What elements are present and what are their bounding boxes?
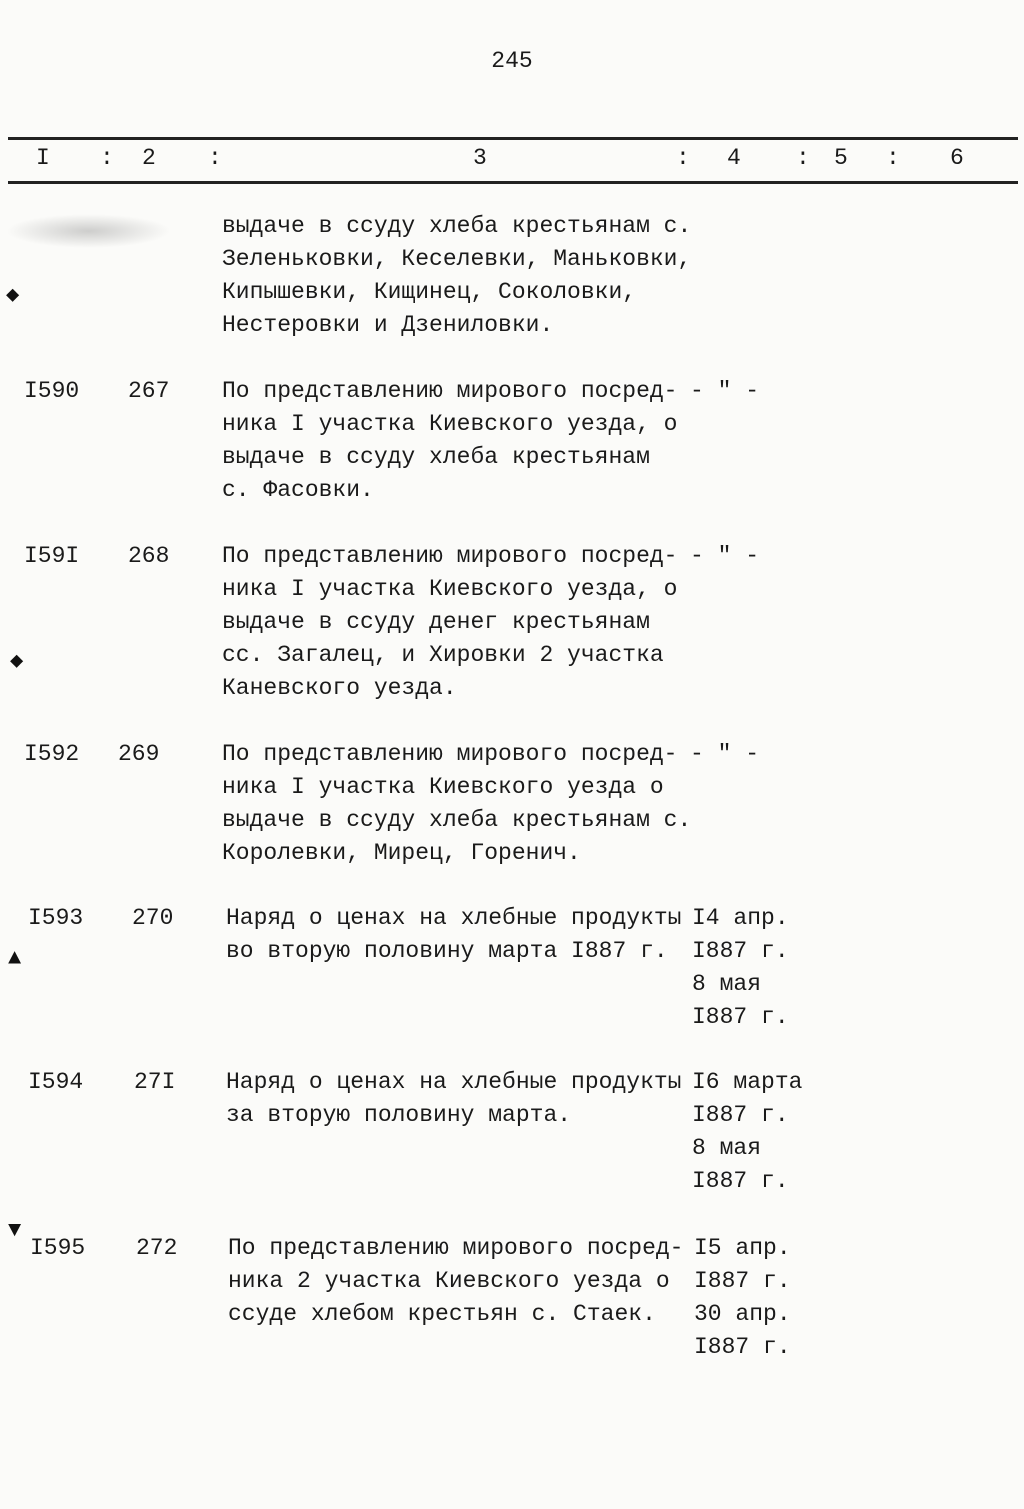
item-number: I594: [28, 1069, 84, 1095]
date-line: 8 мая: [692, 1135, 762, 1161]
sheet-number: 272: [136, 1235, 178, 1261]
sheet-number: 270: [132, 905, 174, 931]
description-line: с. Фасовки.: [222, 477, 374, 503]
header-col-6: 6: [950, 145, 964, 171]
description-cell: [228, 1232, 698, 1331]
date-line: I887 г.: [692, 1004, 789, 1030]
date-line: 8 мая: [692, 971, 762, 997]
description-line: ника I участка Киевского уезда, о: [222, 576, 678, 602]
ditto-mark: - " -: [690, 378, 760, 404]
description-line: ссуде хлебом крестьян с. Стаек.: [228, 1301, 656, 1327]
description-cell: [226, 1066, 696, 1132]
sheet-number: 268: [128, 543, 170, 569]
description-line: По представлению мирового посред-: [228, 1235, 684, 1261]
item-number: I59I: [24, 543, 80, 569]
header-bottom-rule: [8, 181, 1018, 184]
date-line: I887 г.: [692, 1168, 789, 1194]
description-cell: [226, 902, 696, 968]
description-line: выдаче в ссуду хлеба крестьянам с.: [222, 807, 692, 833]
item-number: I590: [24, 378, 80, 404]
header-col-3: 3: [473, 145, 487, 171]
date-line: I887 г.: [692, 938, 789, 964]
sheet-number: 267: [128, 378, 170, 404]
description-line: Кипышевки, Кищинец, Соколовки,: [222, 279, 637, 305]
description-line: выдаче в ссуду хлеба крестьянам с.: [222, 213, 692, 239]
description-line: ника I участка Киевского уезда, о: [222, 411, 678, 437]
description-line: Наряд о ценах на хлебные продукты: [226, 905, 682, 931]
description-line: Каневского уезда.: [222, 675, 457, 701]
header-col-1: I: [36, 145, 50, 171]
date-line: I887 г.: [694, 1334, 791, 1360]
date-cell: [690, 375, 830, 408]
description-line: ника I участка Киевского уезда о: [222, 774, 664, 800]
hole-punch-mark: ▲: [8, 946, 22, 971]
header-sep-5: :: [886, 145, 900, 171]
description-line: По представлению мирового посред-: [222, 741, 678, 767]
ink-smudge: [6, 214, 171, 248]
date-line: 30 апр.: [694, 1301, 791, 1327]
description-line: Королевки, Мирец, Горенич.: [222, 840, 581, 866]
description-cell: [222, 210, 692, 342]
description-line: Наряд о ценах на хлебные продукты: [226, 1069, 682, 1095]
header-col-5: 5: [834, 145, 848, 171]
description-line: за вторую половину марта.: [226, 1102, 572, 1128]
description-line: выдаче в ссуду денег крестьянам: [222, 609, 650, 635]
description-line: По представлению мирового посред-: [222, 543, 678, 569]
description-line: ника 2 участка Киевского уезда о: [228, 1268, 670, 1294]
description-line: во вторую половину марта I887 г.: [226, 938, 668, 964]
header-col-2: 2: [142, 145, 156, 171]
header-sep-3: :: [676, 145, 690, 171]
date-line: I4 апр.: [692, 905, 789, 931]
item-number: I592: [24, 741, 80, 767]
date-line: I6 марта: [692, 1069, 803, 1095]
date-cell: [690, 738, 830, 771]
description-cell: [222, 540, 692, 705]
header-top-rule: [8, 137, 1018, 140]
header-sep-2: :: [208, 145, 222, 171]
date-line: I5 апр.: [694, 1235, 791, 1261]
item-number: I595: [30, 1235, 86, 1261]
description-line: выдаче в ссуду хлеба крестьянам: [222, 444, 650, 470]
header-sep-4: :: [796, 145, 810, 171]
date-cell: [694, 1232, 834, 1364]
date-line: I887 г.: [692, 1102, 789, 1128]
date-cell: [692, 1066, 832, 1198]
description-line: Зеленьковки, Кеселевки, Маньковки,: [222, 246, 692, 272]
page-number: 245: [491, 48, 533, 74]
hole-punch-mark: ◆: [6, 283, 20, 308]
description-line: По представлению мирового посред-: [222, 378, 678, 404]
description-cell: [222, 738, 692, 870]
date-line: I887 г.: [694, 1268, 791, 1294]
date-cell: [692, 902, 832, 1034]
sheet-number: 269: [118, 741, 160, 767]
description-line: Нестеровки и Дзениловки.: [222, 312, 554, 338]
description-line: сс. Загалец, и Хировки 2 участка: [222, 642, 664, 668]
header-sep-1: :: [100, 145, 114, 171]
sheet-number: 27I: [134, 1069, 176, 1095]
ditto-mark: - " -: [690, 543, 760, 569]
item-number: I593: [28, 905, 84, 931]
header-col-4: 4: [727, 145, 741, 171]
date-cell: [690, 540, 830, 573]
ditto-mark: - " -: [690, 741, 760, 767]
description-cell: [222, 375, 692, 507]
hole-punch-mark: ◆: [10, 649, 24, 674]
hole-punch-mark: ▼: [8, 1218, 22, 1243]
